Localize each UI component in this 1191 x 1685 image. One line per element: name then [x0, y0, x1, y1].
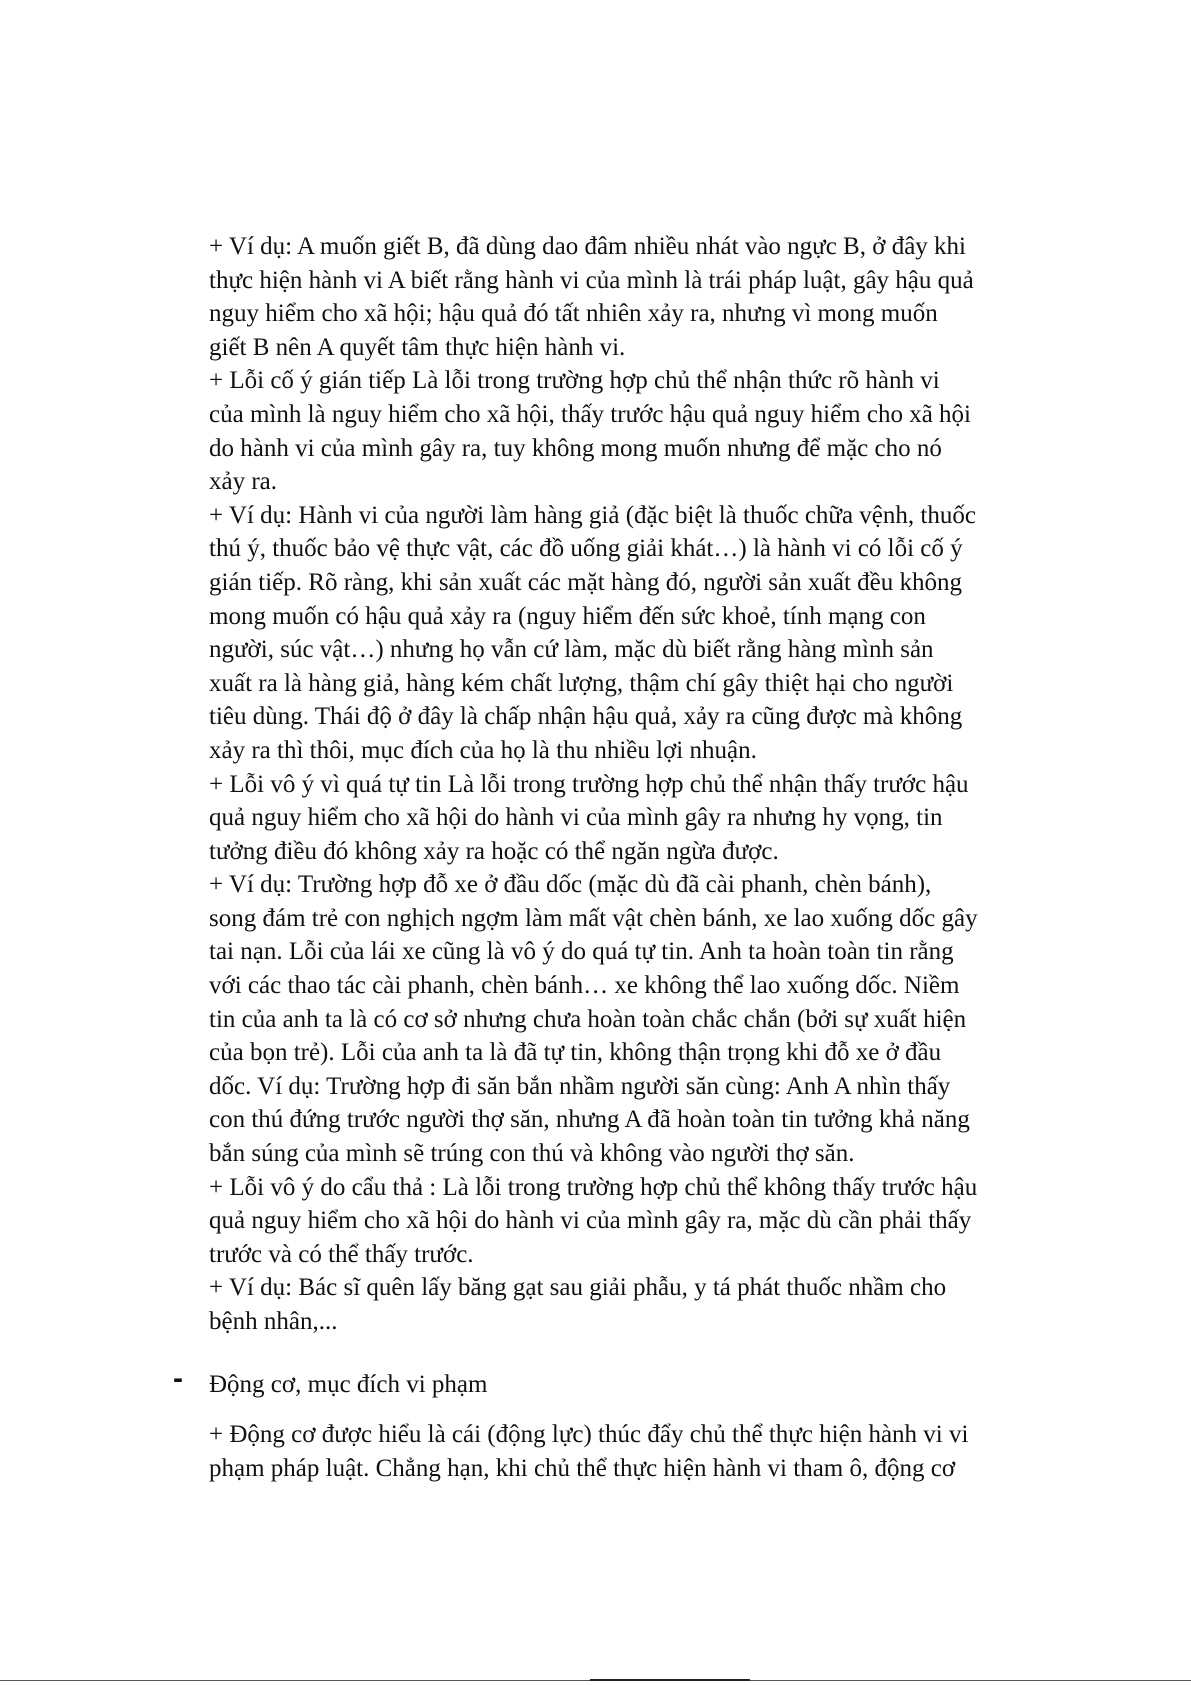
- text-line: song đám trẻ con nghịch ngợm làm mất vật chèn bánh, xe lao xuống dốc gây: [209, 904, 978, 932]
- text-line: thú ý, thuốc bảo vệ thực vật, các đồ uống giải khát…) là hành vi có lỗi cố ý: [209, 535, 963, 563]
- text-line: dốc. Ví dụ: Trường hợp đi săn bắn nhầm người săn cùng: Anh A nhìn thấy: [209, 1072, 951, 1100]
- text-line: + Lỗi vô ý do cẩu thả : Là lỗi trong trường hợp chủ thể không thấy trước hậu: [209, 1173, 978, 1201]
- text-line: thực hiện hành vi A biết rằng hành vi của mình là trái pháp luật, gây hậu quả: [209, 266, 974, 294]
- text-line: xảy ra.: [209, 468, 278, 496]
- text-line: quả nguy hiểm cho xã hội do hành vi của mình gây ra nhưng hy vọng, tin: [209, 804, 943, 832]
- text-line: xuất ra là hàng giả, hàng kém chất lượng, thậm chí gây thiệt hại cho người: [209, 669, 954, 697]
- text-line: của mình là nguy hiểm cho xã hội, thấy trước hậu quả nguy hiểm cho xã hội: [209, 400, 971, 428]
- text-line: mong muốn có hậu quả xảy ra (nguy hiểm đến sức khoẻ, tính mạng con: [209, 602, 926, 630]
- page-bottom-rule-accent: [590, 1679, 750, 1681]
- text-line: phạm pháp luật. Chẳng hạn, khi chủ thể thực hiện hành vi tham ô, động cơ: [209, 1454, 956, 1482]
- text-line: + Ví dụ: A muốn giết B, đã dùng dao đâm nhiều nhát vào ngực B, ở đây khi: [209, 233, 966, 260]
- text-line: tai nạn. Lỗi của lái xe cũng là vô ý do quá tự tin. Anh ta hoàn toàn tin rằng: [209, 938, 954, 966]
- body-text: [209, 230, 1059, 1339]
- paragraph-carelessness: [209, 1171, 1059, 1272]
- text-line: với các thao tác cài phanh, chèn bánh… xe không thể lao xuống dốc. Niềm: [209, 972, 960, 1000]
- text-line: + Lỗi vô ý vì quá tự tin Là lỗi trong trường hợp chủ thể nhận thấy trước hậu: [209, 770, 969, 798]
- text-line: giết B nên A quyết tâm thực hiện hành vi.: [209, 333, 626, 361]
- paragraph-example-carelessness: [209, 1271, 1059, 1338]
- text-line: + Ví dụ: Trường hợp đỗ xe ở đầu dốc (mặc dù đã cài phanh, chèn bánh),: [209, 871, 932, 899]
- text-line: + Ví dụ: Hành vi của người làm hàng giả (đặc biệt là thuốc chữa vệnh, thuốc: [209, 501, 976, 529]
- text-line: tin của anh ta là có cơ sở nhưng chưa hoàn toàn chắc chắn (bởi sự xuất hiện: [209, 1005, 967, 1033]
- text-line: trước và có thể thấy trước.: [209, 1240, 474, 1268]
- text-line: bắn súng của mình sẽ trúng con thú và không vào người thợ săn.: [209, 1140, 855, 1168]
- text-line: của bọn trẻ). Lỗi của anh ta là đã tự tin, không thận trọng khi đỗ xe ở đầu: [209, 1039, 942, 1067]
- paragraph-motive: [209, 1418, 1059, 1485]
- text-line: + Lỗi cố ý gián tiếp Là lỗi trong trường hợp chủ thể nhận thức rõ hành vi: [209, 367, 940, 395]
- text-line: nguy hiểm cho xã hội; hậu quả đó tất nhiên xảy ra, nhưng vì mong muốn: [209, 300, 938, 328]
- text-line: người, súc vật…) nhưng họ vẫn cứ làm, mặc dù biết rằng hàng mình sản: [209, 636, 934, 664]
- text-line: + Ví dụ: Bác sĩ quên lấy băng gạt sau giải phẫu, y tá phát thuốc nhầm cho: [209, 1274, 947, 1302]
- text-line: do hành vi của mình gây ra, tuy không mong muốn nhưng để mặc cho nó: [209, 434, 942, 462]
- paragraph-indirect-intent: [209, 364, 1059, 498]
- paragraph-example-indirect-intent: [209, 499, 1059, 768]
- text-line: bệnh nhân,...: [209, 1308, 338, 1335]
- paragraph-example-direct-intent: [209, 230, 1059, 364]
- text-line: xảy ra thì thôi, mục đích của họ là thu nhiều lợi nhuận.: [209, 736, 757, 764]
- text-line: gián tiếp. Rõ ràng, khi sản xuất các mặt hàng đó, người sản xuất đều không: [209, 568, 962, 596]
- paragraph-overconfidence-negligence: [209, 768, 1059, 869]
- paragraph-example-overconfidence: [209, 868, 1059, 1170]
- text-line: tưởng điều đó không xảy ra hoặc có thể ngăn ngừa được.: [209, 837, 779, 865]
- text-line: + Động cơ được hiểu là cái (động lực) thúc đẩy chủ thể thực hiện hành vi vi: [209, 1421, 969, 1448]
- text-line: quả nguy hiểm cho xã hội do hành vi của mình gây ra, mặc dù cần phải thấy: [209, 1207, 972, 1235]
- section-bullet: -: [173, 1362, 183, 1395]
- text-line: con thú đứng trước người thợ săn, nhưng A đã hoàn toàn tin tưởng khả năng: [209, 1106, 970, 1134]
- section-heading: Động cơ, mục đích vi phạm: [209, 1371, 488, 1398]
- text-line: tiêu dùng. Thái độ ở đây là chấp nhận hậu quả, xảy ra cũng được mà không: [209, 703, 963, 731]
